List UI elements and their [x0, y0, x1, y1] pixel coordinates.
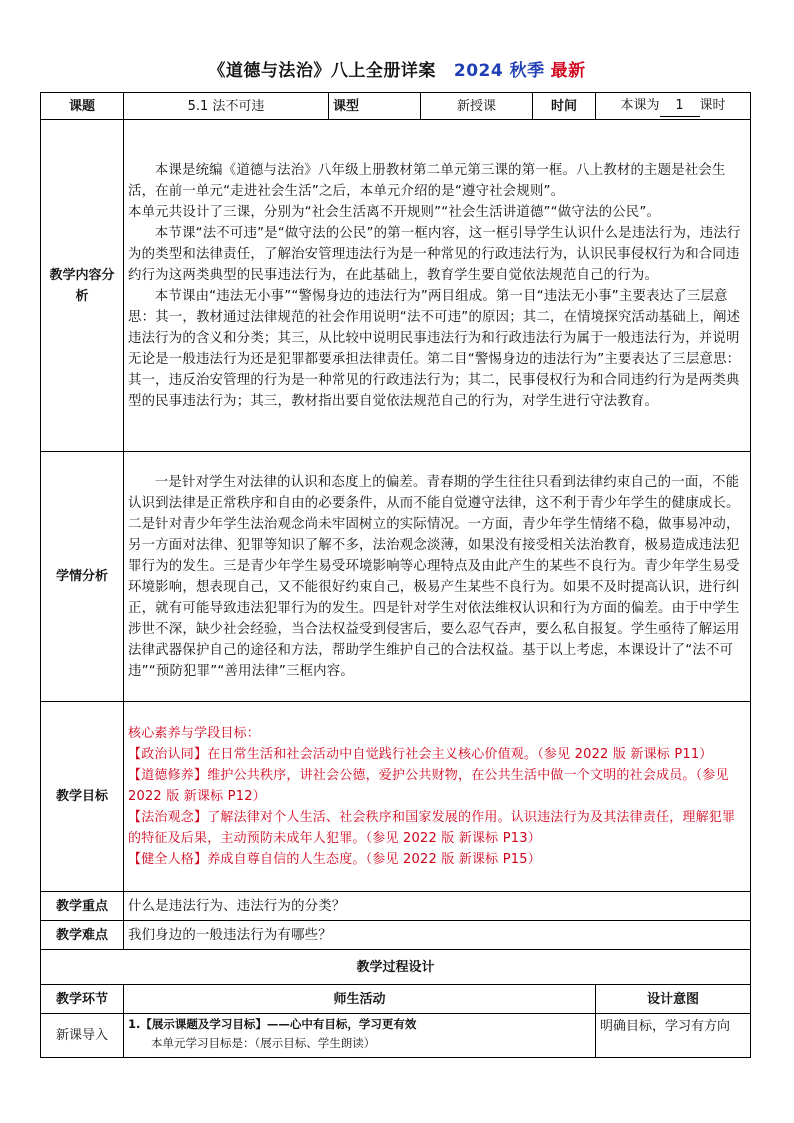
time-value	[596, 93, 751, 120]
process-col-stage: 教学环节	[41, 985, 124, 1014]
student-analysis-row	[41, 452, 751, 702]
type-value: 新授课	[421, 93, 533, 120]
title-latest: 最新	[550, 61, 586, 81]
objective-item	[128, 807, 746, 849]
key-points-label: 教学重点	[41, 892, 124, 921]
objective-item	[128, 849, 746, 870]
topic-value: 5.1 法不可违	[124, 93, 329, 120]
key-points-row	[41, 892, 751, 921]
objective-item	[128, 765, 746, 807]
title-season: 2024 秋季	[453, 61, 545, 81]
content-analysis-label: 教学内容分析	[41, 120, 124, 452]
time-prefix: 本课为	[620, 98, 660, 113]
lesson-info-row	[41, 93, 751, 120]
student-analysis-body	[124, 452, 751, 702]
process-col-intent: 设计意图	[596, 985, 751, 1014]
difficulties-label: 教学难点	[41, 921, 124, 950]
process-header-row	[41, 985, 751, 1014]
objective-tag: 【法治观念】	[128, 810, 208, 825]
process-section-title: 教学过程设计	[41, 950, 751, 985]
process-stage: 新课导入	[41, 1014, 124, 1058]
objective-text: 维护公共秩序，讲社会公德，爱护公共财物，在公共生活中做一个文明的社会成员。（参见 2022 版 新课标 P12）	[128, 768, 729, 804]
process-title-row	[41, 950, 751, 985]
topic-label: 课题	[41, 93, 124, 120]
objective-tag: 【健全人格】	[128, 852, 208, 867]
lesson-plan-table	[40, 92, 751, 1058]
process-activity-line1: 1.【展示课题及学习目标】——心中有目标，学习更有效	[128, 1017, 417, 1031]
time-suffix: 课时	[699, 98, 726, 113]
objective-tag: 【政治认同】	[128, 747, 208, 762]
content-analysis-body	[124, 120, 751, 452]
content-analysis-p4: 本节课由“违法无小事”“警惕身边的违法行为”两目组成。第一目“违法无小事”主要表达了三层意思：其一，教材通过法律规范的社会作用说明“法不可违”的原因；其二，在情境探究活动基础上，阐述违法行为的含义和分类；其三，从比较中说明民事违法行为和行政违法行为属于一般违法行为，并说明无论是一般违法行为还是犯罪都要承担法律责任。第二目“警惕身边的违法行为”主要表达了三层意思：其一，违反治安管理的行为是一种常见的行政违法行为；其二，民事侵权行为和合同违约行为是两类典型的民事违法行为；其三，教材指出要自觉依法规范自己的行为，对学生进行守法教育。	[128, 288, 741, 409]
content-analysis-row	[41, 120, 751, 452]
type-label: 课型	[329, 93, 421, 120]
difficulties-row	[41, 921, 751, 950]
objectives-label: 教学目标	[41, 702, 124, 892]
time-count: 1	[660, 95, 700, 117]
title-main: 《道德与法治》八上全册详案	[208, 61, 436, 81]
document-title	[0, 56, 794, 81]
process-row	[41, 1014, 751, 1058]
difficulties-value: 我们身边的一般违法行为有哪些？	[124, 921, 751, 950]
time-label: 时间	[533, 93, 596, 120]
objectives-body	[124, 702, 751, 892]
objective-text: 养成自尊自信的人生态度。（参见 2022 版 新课标 P15）	[207, 852, 541, 867]
objective-text: 在日常生活和社会活动中自觉践行社会主义核心价值观。（参见 2022 版 新课标 P11）	[207, 747, 713, 762]
objectives-heading: 核心素养与学段目标：	[128, 726, 261, 741]
content-analysis-p1: 本课是统编《道德与法治》八年级上册教材第二单元第三课的第一框。八上教材的主题是社会生活，在前一单元“走进社会生活”之后，本单元介绍的是“遵守社会规则”。	[128, 162, 726, 199]
student-analysis-label: 学情分析	[41, 452, 124, 702]
process-activity	[124, 1014, 596, 1058]
process-activity-line2: 本单元学习目标是：（展示目标、学生朗读）	[151, 1036, 376, 1050]
objectives-row	[41, 702, 751, 892]
objective-tag: 【道德修养】	[128, 768, 208, 783]
objective-item	[128, 744, 746, 765]
process-col-activity: 师生活动	[124, 985, 596, 1014]
content-analysis-p3: 本节课“法不可违”是“做守法的公民”的第一框内容，这一框引导学生认识什么是违法行为，违法行为的类型和法律责任，了解治安管理违法行为是一种常见的行政违法行为，认识民事侵权行为和合同违约行为这两类典型的民事违法行为，在此基础上，教育学生要自觉依法规范自己的行为。	[128, 225, 741, 283]
content-analysis-p2: 本单元共设计了三课，分别为“社会生活离不开规则”“社会生活讲道德”“做守法的公民”。	[128, 204, 661, 220]
student-analysis-p1: 一是针对学生对法律的认识和态度上的偏差。青春期的学生往往只看到法律约束自己的一面，不能认识到法律是正常秩序和自由的必要条件，从而不能自觉遵守法律，这不利于青少年学生的健康成长。二是针对青少年学生法治观念尚未牢固树立的实际情况。一方面，青少年学生情绪不稳，做事易冲动，另一方面对法律、犯罪等知识了解不多，法治观念淡薄，如果没有接受相关法治教育，极易造成违法犯罪行为的发生。三是青少年学生易受环境影响等心理特点及由此产生的某些不良行为。青少年学生易受环境影响，想表现自己，又不能很好约束自己，极易产生某些不良行为。如果不及时提高认识，进行纠正，就有可能导致违法犯罪行为的发生。四是针对学生对依法维权认识和行为方面的偏差。由于中学生涉世不深，缺少社会经验，当合法权益受到侵害后，要么忍气吞声，要么私自报复。学生亟待了解运用法律武器保护自己的途径和方法，帮助学生维护自己的合法权益。基于以上考虑，本课设计了“法不可违”“预防犯罪”“善用法律”三框内容。	[128, 474, 740, 679]
objective-text: 了解法律对个人生活、社会秩序和国家发展的作用。认识违法行为及其法律责任，理解犯罪的特征及后果，主动预防未成年人犯罪。（参见 2022 版 新课标 P13）	[128, 810, 736, 846]
process-intent: 明确目标，学习有方向	[596, 1014, 751, 1058]
key-points-value: 什么是违法行为、违法行为的分类？	[124, 892, 751, 921]
